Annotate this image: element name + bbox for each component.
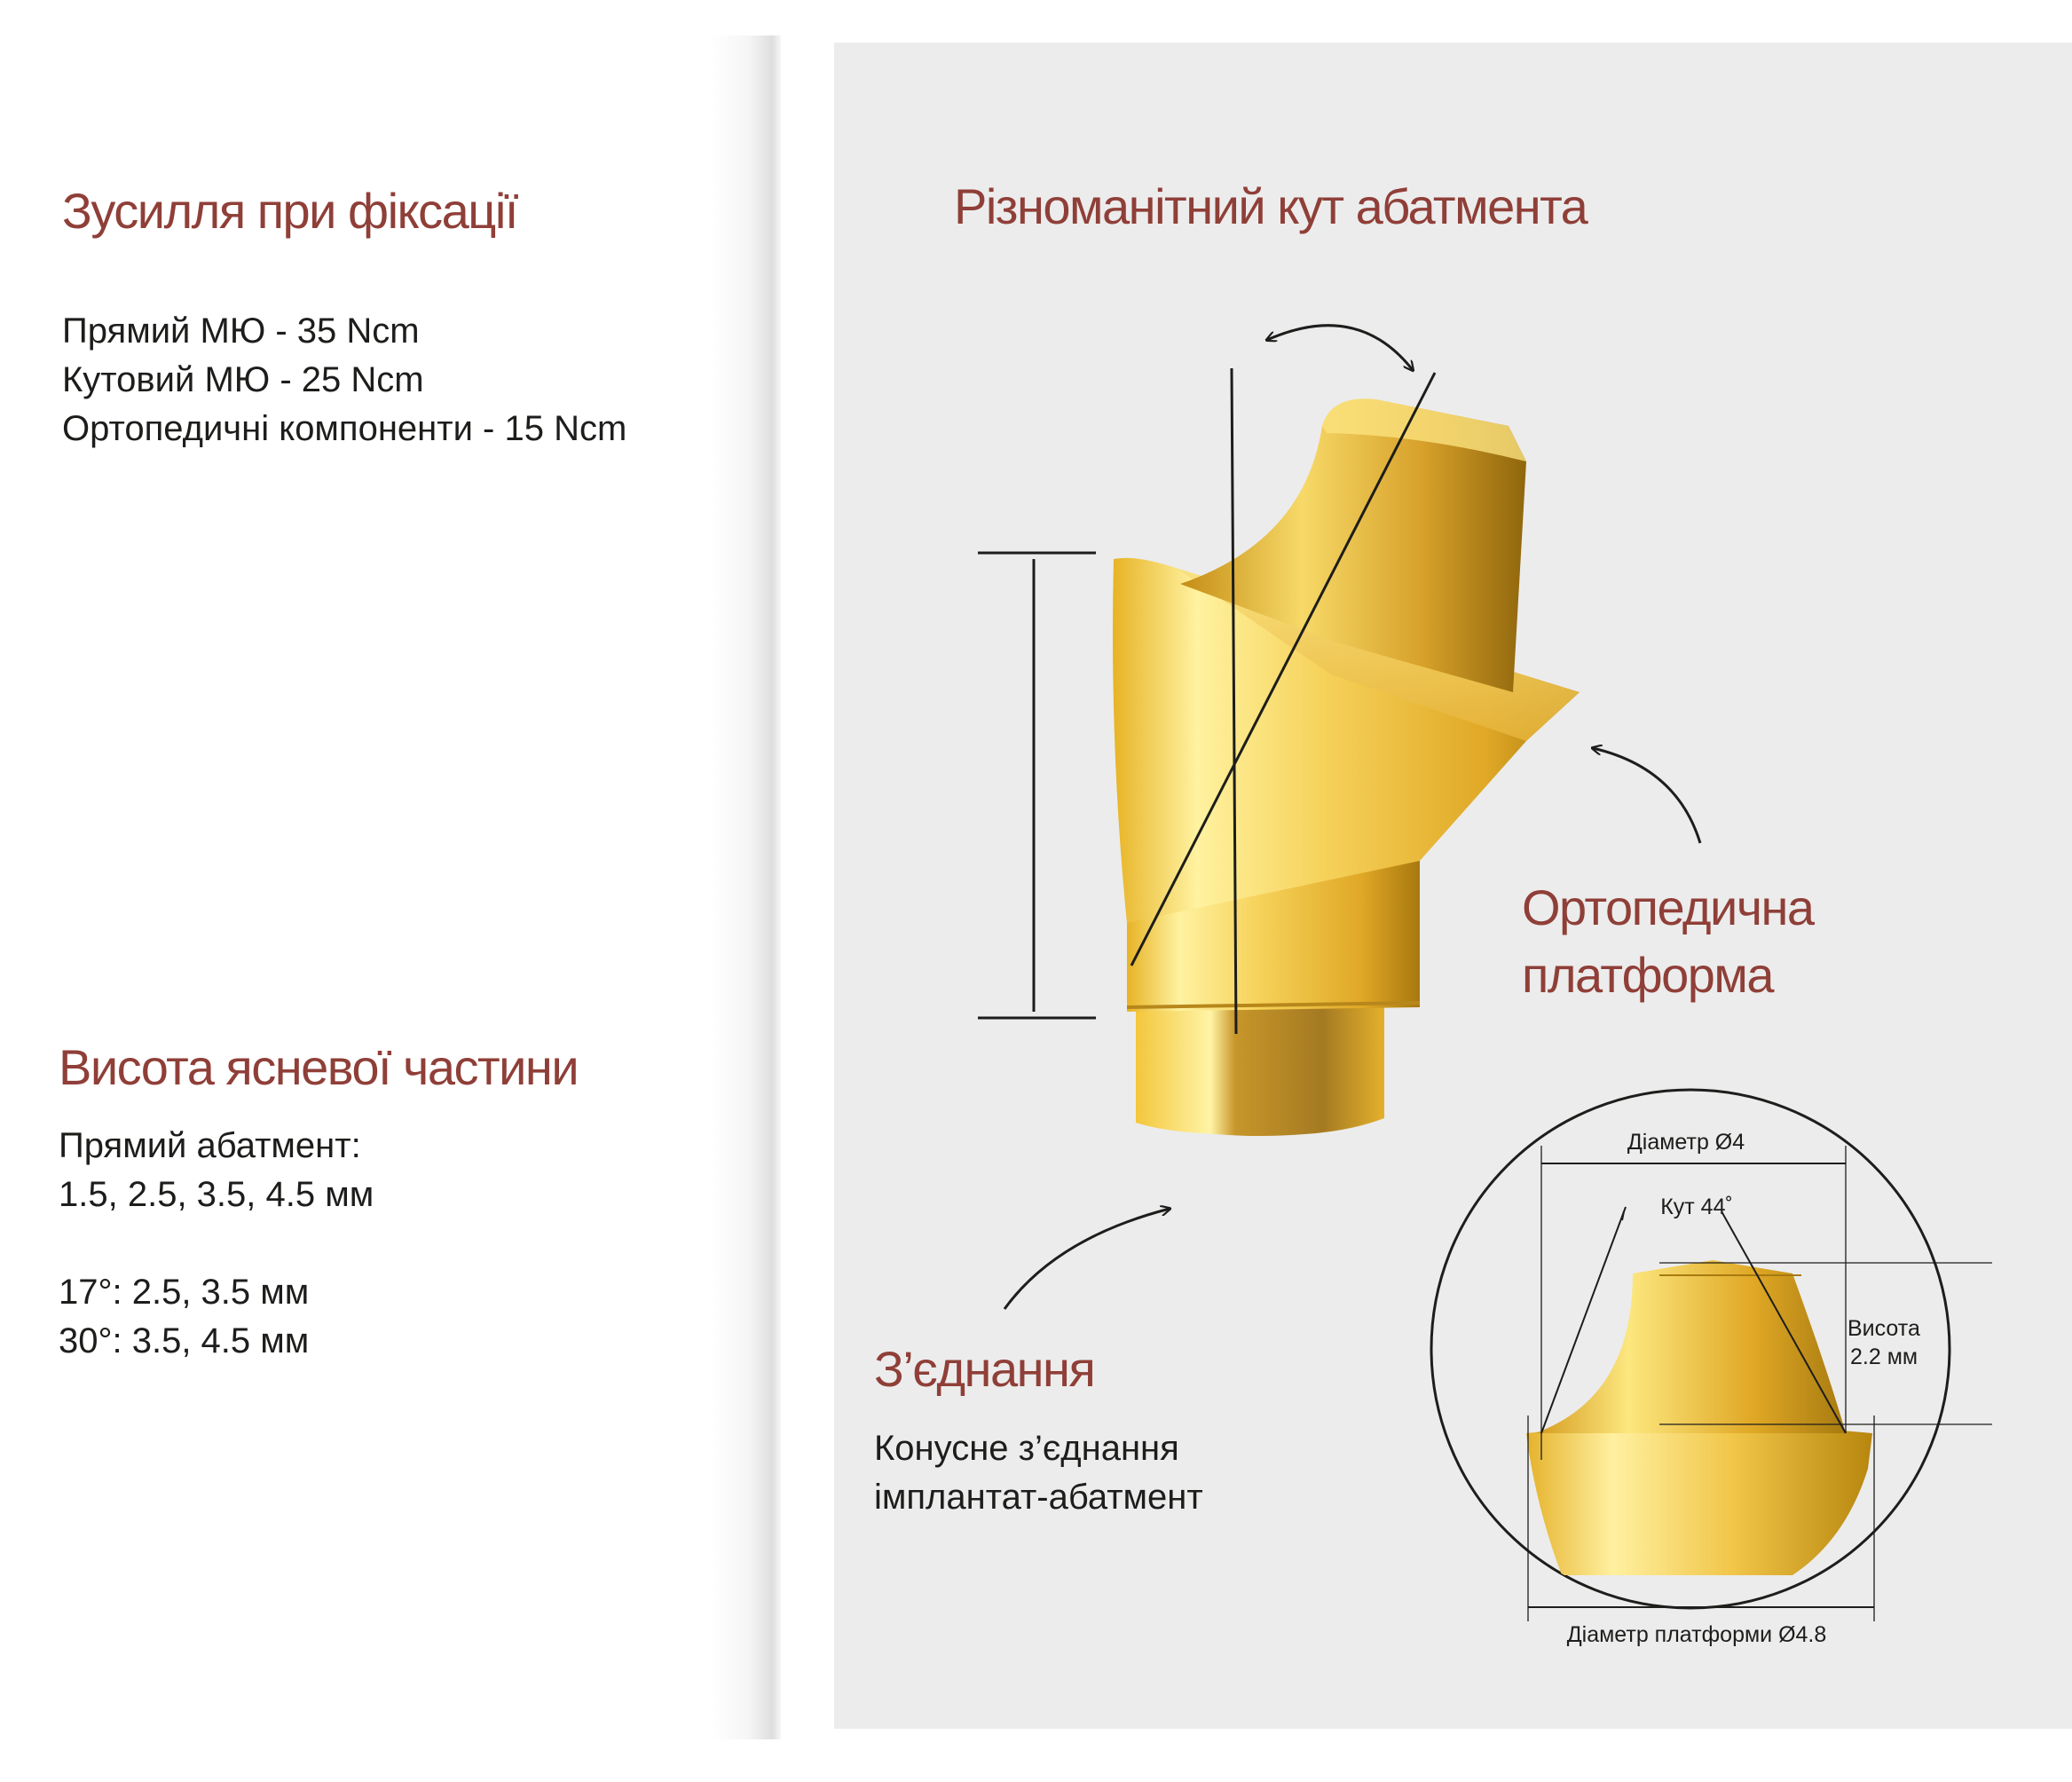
panel-divider-shadow xyxy=(710,35,781,1739)
abutment-angle-heading: Різноманітний кут абатмента xyxy=(954,178,1587,234)
connection-description xyxy=(874,1424,1203,1522)
gum-straight-abutment-label: Прямий абатмент: xyxy=(59,1126,361,1165)
detail-platform-base xyxy=(1526,1424,1872,1575)
hex-connection xyxy=(1136,1007,1384,1136)
gum-height-heading: Висота ясневої частини xyxy=(59,1039,579,1095)
gum-straight-abutment-values: 1.5, 2.5, 3.5, 4.5 мм xyxy=(59,1175,374,1214)
connection-heading: З’єднання xyxy=(874,1341,1095,1397)
torque-orthopedic-components: Ортопедичні компоненти - 15 Ncm xyxy=(62,409,627,448)
connection-description-line-2: імплантат-абатмент xyxy=(874,1478,1203,1517)
orthopedic-platform-heading-line-1: Ортопедична xyxy=(1522,879,1814,935)
torque-straight-mu: Прямий МЮ - 35 Ncm xyxy=(62,311,420,351)
connection-description-line-1: Конусне з’єднання xyxy=(874,1429,1179,1468)
platform-detail-diagram xyxy=(1420,1078,2023,1682)
gum-height-list xyxy=(59,1122,374,1366)
detail-platform-diameter-label: Діаметр платформи Ø4.8 xyxy=(1566,1622,1827,1647)
gum-17-degree-values: 17°: 2.5, 3.5 мм xyxy=(59,1273,310,1312)
detail-angle-label: Кут 44˚ xyxy=(1660,1195,1733,1219)
angled-abutment-illustration xyxy=(958,302,1597,1171)
left-panel xyxy=(0,0,781,1782)
detail-diameter-label: Діаметр Ø4 xyxy=(1627,1130,1745,1155)
gum-30-degree-values: 30°: 3.5, 4.5 мм xyxy=(59,1321,310,1360)
torque-angled-mu: Кутовий МЮ - 25 Ncm xyxy=(62,360,424,399)
torque-heading: Зусилля при фіксації xyxy=(62,183,517,239)
detail-height-label-line-1: Висота xyxy=(1847,1316,1920,1341)
gum-spacer xyxy=(59,1219,374,1268)
orthopedic-platform-heading-line-2: платформа xyxy=(1522,947,1774,1003)
detail-height-label-line-2: 2.2 мм xyxy=(1850,1344,1918,1369)
detail-cone xyxy=(1535,1260,1846,1433)
gingival-height-dimension xyxy=(978,553,1096,1018)
torque-list xyxy=(62,307,626,453)
